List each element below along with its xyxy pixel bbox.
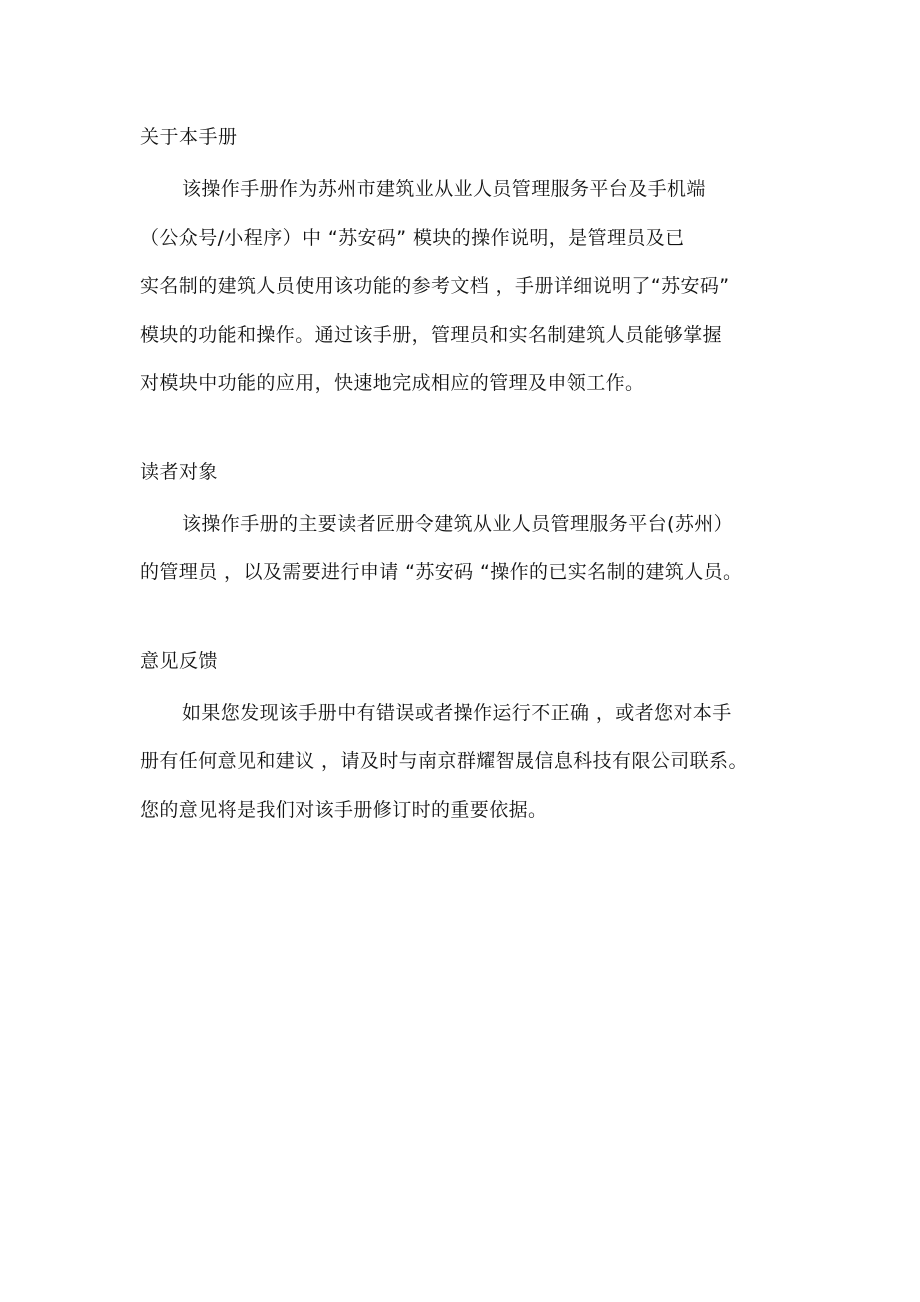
section-paragraph <box>140 500 790 597</box>
section-heading: 意见反馈 <box>140 649 219 672</box>
document-content <box>140 117 790 834</box>
paragraph-line: 模块的功能和操作。通过该手册，管理员和实名制建筑人员能够掌握 <box>140 323 723 346</box>
section-feedback <box>140 641 790 835</box>
section-paragraph <box>140 165 790 408</box>
paragraph-line: 实名制的建筑人员使用该功能的参考文档 ，手册详细说明了“苏安码” <box>140 275 730 297</box>
section-paragraph <box>140 689 790 835</box>
paragraph-line: 的管理员 ，以及需要进行申请 “苏安码 “操作的已实名制的建筑人员。 <box>140 561 743 583</box>
paragraph-line: （公众号/小程序）中 “苏安码” 模块的操作说明，是管理员及已 <box>140 226 685 249</box>
section-about-manual <box>140 117 790 408</box>
paragraph-line: 该操作手册的主要读者匠册令建筑从业人员管理服务平台(苏州） <box>182 512 734 535</box>
paragraph-line: 该操作手册作为苏州市建筑业从业人员管理服务平台及手机端 <box>182 178 706 200</box>
section-heading: 关于本手册 <box>140 126 238 148</box>
paragraph-line: 如果您发现该手册中有错误或者操作运行不正确 ，或者您对本手 <box>182 701 732 724</box>
paragraph-line: 您的意见将是我们对该手册修订时的重要依据。 <box>140 798 548 821</box>
paragraph-line: 对模块中功能的应用，快速地完成相应的管理及申领工作。 <box>140 372 645 394</box>
section-heading: 读者对象 <box>140 460 219 483</box>
paragraph-line: 册有任何意见和建议 ，请及时与南京群耀智晟信息科技有限公司联系。 <box>140 750 748 772</box>
section-audience <box>140 452 790 597</box>
